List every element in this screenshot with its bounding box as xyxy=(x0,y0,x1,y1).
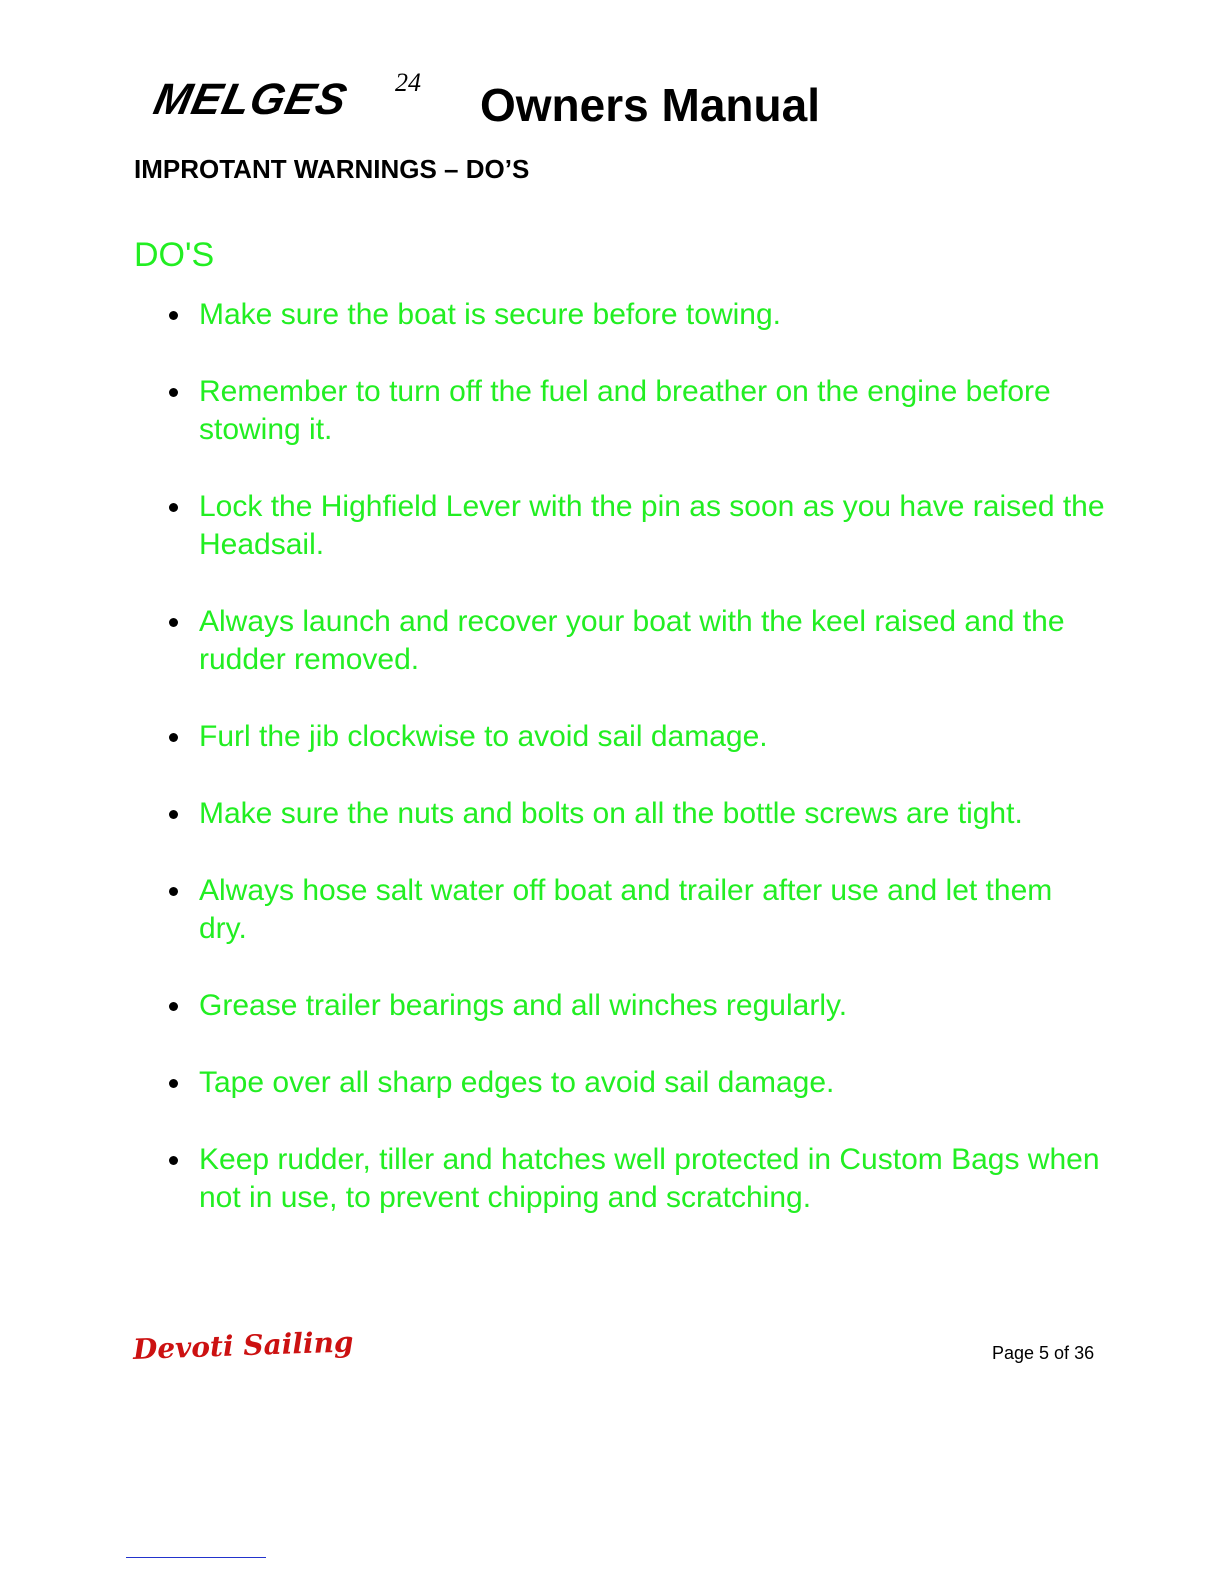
bullet-icon xyxy=(169,1079,178,1088)
list-item-text: Lock the Highfield Lever with the pin as soon as you have raised the Headsail. xyxy=(199,490,1105,561)
bullet-icon xyxy=(169,1002,178,1011)
list-item xyxy=(166,872,1106,948)
bullet-icon xyxy=(169,503,178,512)
list-item-text: Remember to turn off the fuel and breather on the engine before stowing it. xyxy=(199,375,1051,446)
list-item xyxy=(166,987,1106,1025)
dos-list xyxy=(166,296,1106,1256)
list-item-text: Furl the jib clockwise to avoid sail damage. xyxy=(199,720,768,753)
bullet-icon xyxy=(169,618,178,627)
list-item-text: Make sure the nuts and bolts on all the bottle screws are tight. xyxy=(199,797,1023,830)
bullet-icon xyxy=(169,810,178,819)
list-item-text: Tape over all sharp edges to avoid sail damage. xyxy=(199,1066,835,1099)
melges-logo: MELGES xyxy=(149,75,352,124)
footnote-divider xyxy=(126,1557,266,1558)
list-item xyxy=(166,1141,1106,1217)
bullet-icon xyxy=(169,887,178,896)
list-item-text: Keep rudder, tiller and hatches well protected in Custom Bags when not in use, to prevent chipping and scratching. xyxy=(199,1143,1100,1214)
list-item-text: Grease trailer bearings and all winches regularly. xyxy=(199,989,848,1022)
melges-logo-number: 24 xyxy=(395,68,421,97)
document-header xyxy=(150,68,1050,140)
bullet-icon xyxy=(169,311,178,320)
bullet-icon xyxy=(169,1156,178,1165)
list-item xyxy=(166,1064,1106,1102)
list-item xyxy=(166,296,1106,334)
manual-title: Owners Manual xyxy=(480,79,820,131)
bullet-icon xyxy=(169,733,178,742)
bullet-icon xyxy=(169,388,178,397)
list-item-text: Always hose salt water off boat and trailer after use and let them dry. xyxy=(199,874,1053,945)
list-item xyxy=(166,718,1106,756)
dos-heading: DO'S xyxy=(134,236,215,274)
list-item-text: Always launch and recover your boat with the keel raised and the rudder removed. xyxy=(199,605,1065,676)
list-item-text: Make sure the boat is secure before towing. xyxy=(199,298,781,331)
devoti-sailing-logo: Devoti Sailing xyxy=(132,1325,355,1366)
section-heading: IMPROTANT WARNINGS – DO’S xyxy=(134,154,530,184)
list-item xyxy=(166,373,1106,449)
list-item xyxy=(166,488,1106,564)
list-item xyxy=(166,603,1106,679)
page-number: Page 5 of 36 xyxy=(992,1343,1095,1363)
list-item xyxy=(166,795,1106,833)
